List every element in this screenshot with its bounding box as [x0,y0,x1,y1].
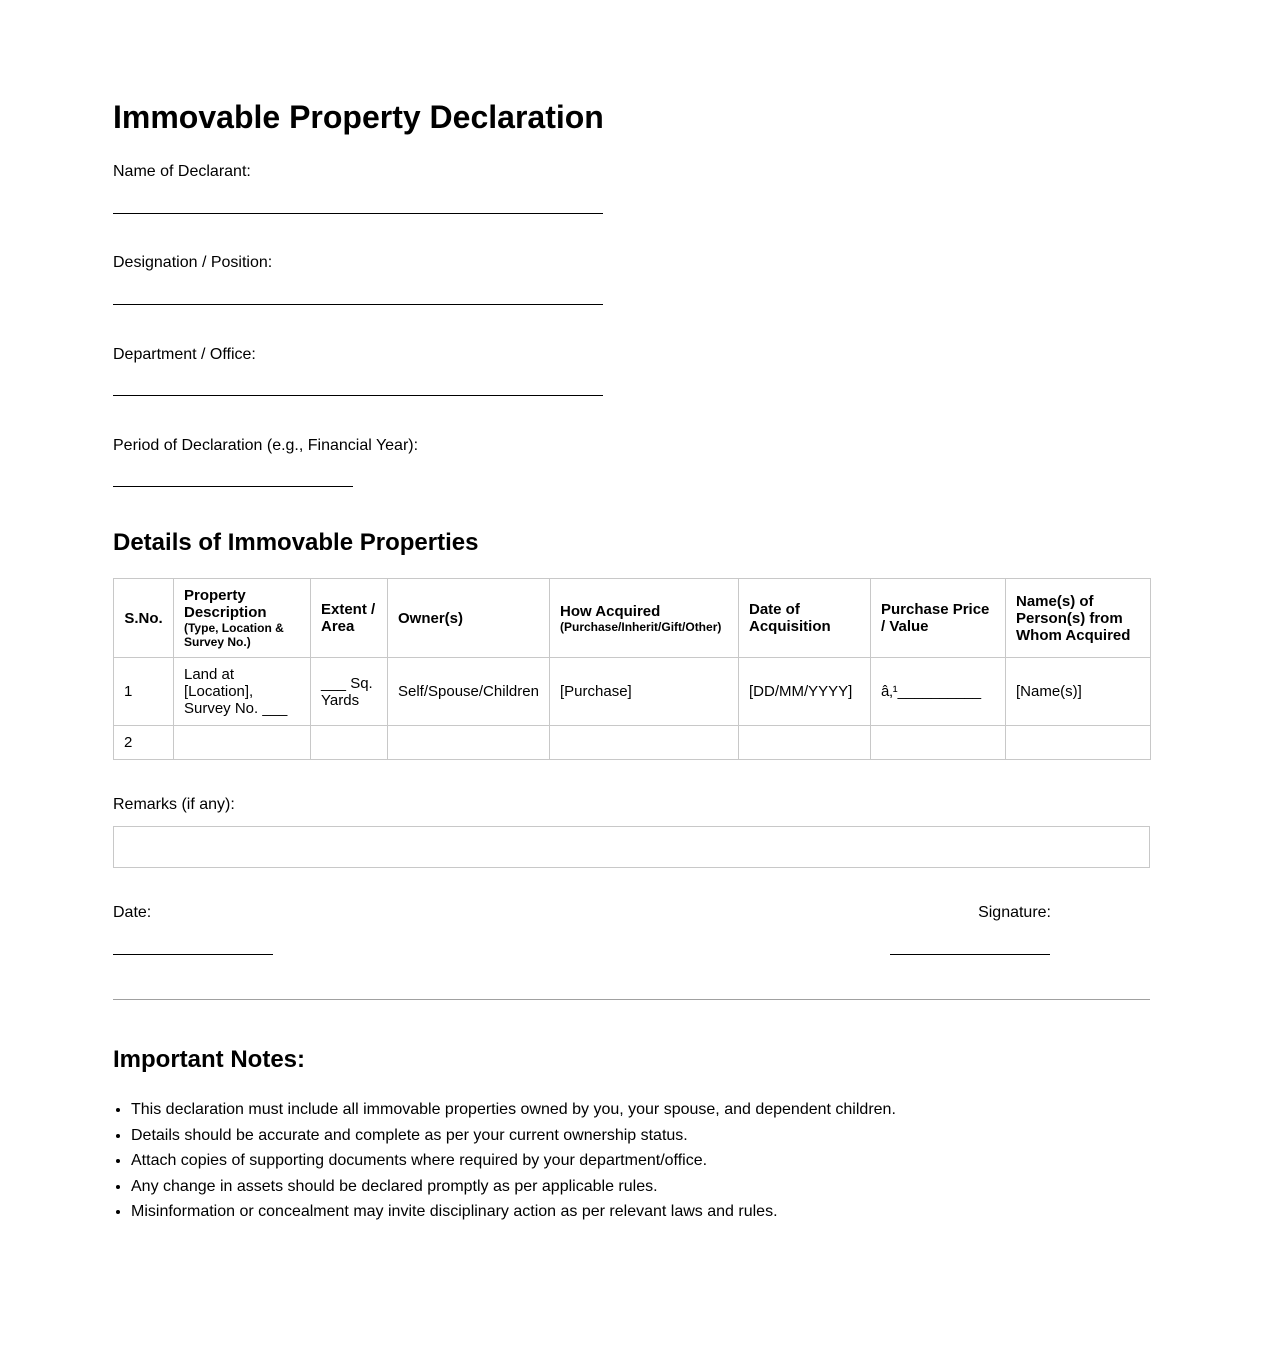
remarks-input[interactable] [113,826,1150,868]
list-item: • Details should be accurate and complete as per your current ownership status. [131,1123,896,1149]
cell-owners[interactable]: Self/Spouse/Children [388,658,550,726]
signature-field[interactable] [890,954,1050,955]
name-label: Name of Declarant: [113,163,251,180]
cell-how-acquired[interactable]: [Purchase] [550,658,739,726]
header-description [174,579,311,658]
cell-date[interactable] [739,726,871,760]
cell-sno: 1 [114,658,174,726]
cell-price[interactable]: â‚¹__________ [871,658,1006,726]
notes-list [113,1097,896,1225]
cell-sno: 2 [114,726,174,760]
cell-from-whom[interactable] [1006,726,1151,760]
property-table [113,578,1151,760]
date-label: Date: [113,904,152,921]
list-item: • Misinformation or concealment may invite disciplinary action as per relevant laws and rules. [131,1199,896,1225]
cell-from-whom[interactable]: [Name(s)] [1006,658,1151,726]
cell-description[interactable] [174,726,311,760]
header-owners: Owner(s) [388,579,550,658]
department-label: Department / Office: [113,346,256,363]
list-item: • Any change in assets should be declared promptly as per applicable rules. [131,1174,896,1200]
name-field[interactable] [113,213,603,214]
cell-description[interactable]: Land at [Location], Survey No. ___ [174,658,311,726]
section-divider [113,999,1150,1000]
header-from-whom: Name(s) of Person(s) from Whom Acquired [1006,579,1151,658]
header-date: Date of Acquisition [739,579,871,658]
header-sno: S.No. [114,579,174,658]
cell-owners[interactable] [388,726,550,760]
cell-extent[interactable]: ___ Sq. Yards [311,658,388,726]
cell-date[interactable]: [DD/MM/YYYY] [739,658,871,726]
period-label: Period of Declaration (e.g., Financial Year): [113,437,419,454]
department-field[interactable] [113,395,603,396]
header-how-acquired [550,579,739,658]
list-item: • This declaration must include all immovable properties owned by you, your spouse, and dependent children. [131,1097,896,1123]
period-field[interactable] [113,486,353,487]
cell-price[interactable] [871,726,1006,760]
remarks-label: Remarks (if any): [113,796,235,813]
date-field[interactable] [113,954,273,955]
header-extent: Extent / Area [311,579,388,658]
cell-how-acquired[interactable] [550,726,739,760]
cell-extent[interactable] [311,726,388,760]
signature-label: Signature: [978,904,1051,921]
header-how-acquired-sub: (Purchase/Inherit/Gift/Other) [560,619,722,634]
designation-label: Designation / Position: [113,254,273,271]
table-row [114,726,1151,760]
list-item: • Attach copies of supporting documents where required by your department/office. [131,1148,896,1174]
page-title: Immovable Property Declaration [113,99,604,135]
header-description-sub: (Type, Location & Survey No.) [184,621,284,649]
designation-field[interactable] [113,304,603,305]
header-price: Purchase Price / Value [871,579,1006,658]
header-description-label: Property Description [184,587,267,621]
notes-title: Important Notes: [113,1046,305,1073]
section-title: Details of Immovable Properties [113,529,479,556]
table-header-row [114,579,1151,658]
table-row [114,658,1151,726]
header-how-acquired-label: How Acquired [560,602,661,620]
